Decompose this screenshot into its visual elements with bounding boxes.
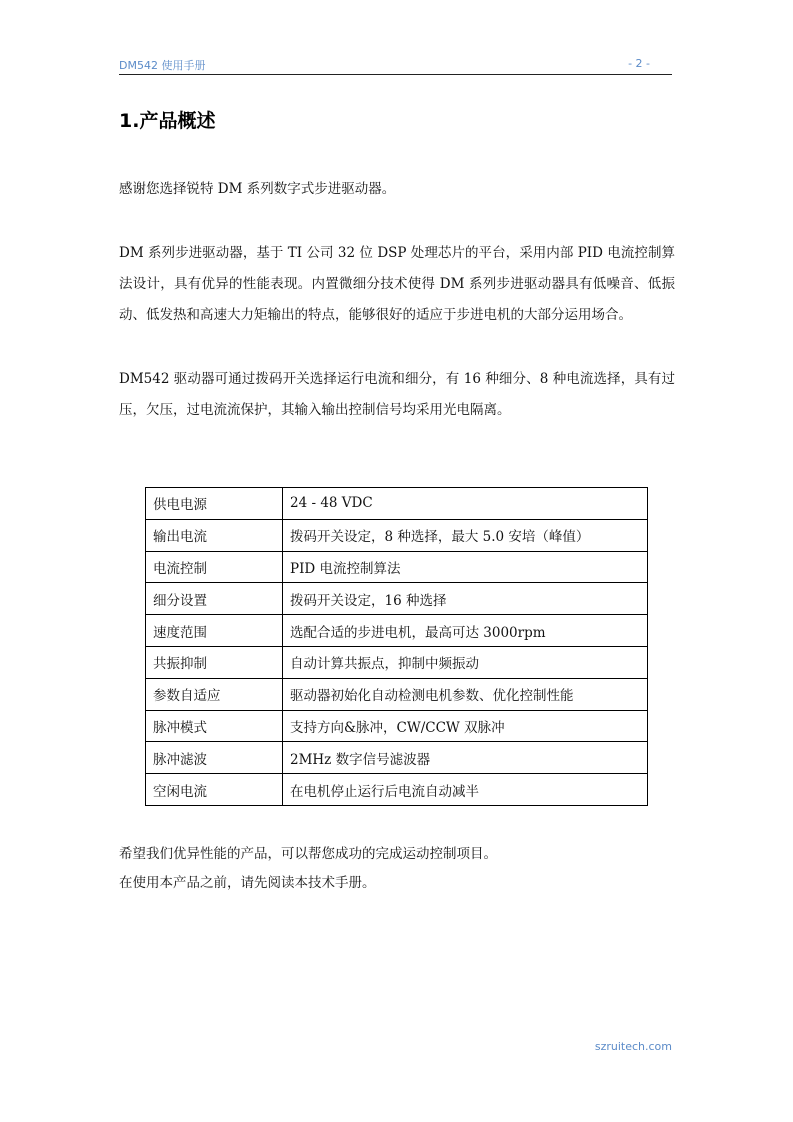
spec-value: 在电机停止运行后电流自动减半 (283, 774, 648, 806)
spec-table (145, 487, 648, 806)
spec-value: PID 电流控制算法 (283, 551, 648, 583)
spec-value: 24 - 48 VDC (283, 488, 648, 520)
spec-value: 选配合适的步进电机，最高可达 3000rpm (283, 615, 648, 647)
features-paragraph: DM542 驱动器可通过拨码开关选择运行电流和细分，有 16 种细分、8 种电流选择，具有过压，欠压，过电流流保护，其输入输出控制信号均采用光电隔离。 (119, 371, 675, 418)
spec-value: 驱动器初始化自动检测电机参数、优化控制性能 (283, 678, 648, 710)
header-title: DM542 使用手册 (119, 59, 206, 72)
spec-key: 速度范围 (146, 615, 283, 647)
spec-key: 脉冲模式 (146, 710, 283, 742)
page-number: - 2 - (628, 57, 650, 70)
intro-paragraph: 感谢您选择锐特 DM 系列数字式步进驱动器。 (119, 181, 396, 197)
spec-value: 2MHz 数字信号滤波器 (283, 742, 648, 774)
table-row (146, 742, 648, 774)
spec-value: 自动计算共振点，抑制中频振动 (283, 646, 648, 678)
spec-key: 脉冲滤波 (146, 742, 283, 774)
spec-key: 参数自适应 (146, 678, 283, 710)
table-row (146, 551, 648, 583)
table-row (146, 583, 648, 615)
closing-line-2: 在使用本产品之前，请先阅读本技术手册。 (119, 875, 376, 891)
table-row (146, 710, 648, 742)
spec-value: 拨码开关设定，16 种选择 (283, 583, 648, 615)
table-row (146, 519, 648, 551)
spec-key: 共振抑制 (146, 646, 283, 678)
footer-website: szruitech.com (594, 1040, 672, 1053)
spec-key: 供电电源 (146, 488, 283, 520)
table-row (146, 774, 648, 806)
description-paragraph: DM 系列步进驱动器，基于 TI 公司 32 位 DSP 处理芯片的平台，采用内部 PID 电流控制算法设计，具有优异的性能表现。内置微细分技术使得 DM 系列步进驱动器具有低噪音、低振动、低发热和高速大力矩输出的特点，能够很好的适应于步进电机的大部分运用场合。 (119, 245, 675, 323)
closing-line-1: 希望我们优异性能的产品，可以帮您成功的完成运动控制项目。 (119, 846, 497, 862)
spec-key: 电流控制 (146, 551, 283, 583)
spec-value: 拨码开关设定，8 种选择，最大 5.0 安培（峰值） (283, 519, 648, 551)
page-header (119, 56, 672, 75)
section-title: 1.产品概述 (119, 110, 216, 132)
table-row (146, 488, 648, 520)
table-row (146, 678, 648, 710)
spec-key: 空闲电流 (146, 774, 283, 806)
spec-value: 支持方向&脉冲，CW/CCW 双脉冲 (283, 710, 648, 742)
table-row (146, 646, 648, 678)
closing-paragraph (119, 840, 675, 898)
spec-key: 输出电流 (146, 519, 283, 551)
table-row (146, 615, 648, 647)
spec-key: 细分设置 (146, 583, 283, 615)
